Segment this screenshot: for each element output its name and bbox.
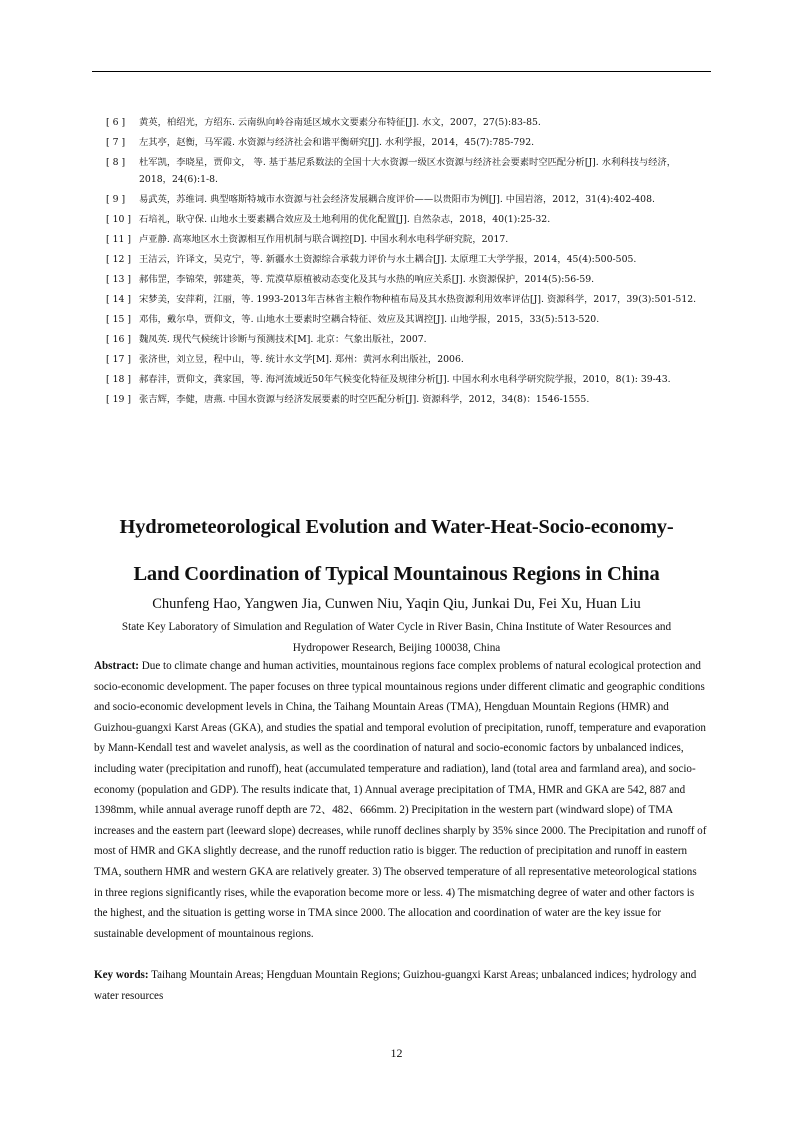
reference-item	[106, 331, 706, 348]
abstract-text: Due to climate change and human activities, mountainous regions face complex problems of natural ecological protection and socio-economic development. The paper focuses on three typical mountainous regions under different climatic and geographic conditions and socio-economic development levels in China, the Taihang Mountain Areas (TMA), Hengduan Mountain Regions (HMR) and Guizhou-guangxi Karst Areas (GKA), and studies the spatial and temporal evolution of precipitation, runoff, temperature and evaporation by Mann-Kendall test and wavelet analysis, as well as the coordination of natural and socio-economic factors by unbalanced indices, including water (precipitation and runoff), heat (accumulated temperature and radiation), land (total area and farmland area), and socio-economy (population and GDP). The results indicate that, 1) Annual average precipitation of TMA, HMR and GKA are 542, 887 and 1398mm, while annual average runoff depth are 72、482、666mm. 2) Precipitation in the western part (windward slope) of TMA increases and the eastern part (leeward slope) decreases, while runoff declines sharply by 35% since 2000. The Precipitation and runoff of most of HMR and GKA slightly decrease, and the runoff reduction ratio is bigger. The reduction of precipitation and runoff in eastern TMA, southern HMR and western GKA are relatively greater. 3) The observed temperature of all representative meteorological stations in three regions significantly rises, while the evaporation become more or less. 4) The mismatching degree of water and other factors is the highest, and the situation is getting worse in TMA since 2000. The allocation and coordination of water are the key issue for sustainable development of mountainous regions.	[94, 660, 707, 940]
reference-item	[106, 154, 706, 188]
reference-item	[106, 251, 706, 268]
reference-item	[106, 351, 706, 368]
reference-number: [ 8 ]	[106, 157, 126, 168]
keywords	[94, 965, 708, 1006]
affiliation	[100, 617, 693, 659]
reference-text: 石培礼，耿守保. 山地水土要素耦合效应及土地利用的优化配置[J]. 自然杂志，2018，40(1):25-32.	[139, 214, 551, 225]
reference-text: 张济世，刘立昱，程中山，等. 统计水文学[M]. 郑州：黄河水利出版社，2006.	[139, 354, 464, 365]
reference-text: 王洁云，许译文，吴克宁，等. 新疆水土资源综合承载力评价与水土耦合[J]. 太原理工大学学报，2014，45(4):500-505.	[139, 254, 637, 265]
reference-text: 卢亚静. 高寒地区水土资源相互作用机制与联合调控[D]. 中国水利水电科学研究院，2017.	[139, 234, 509, 245]
reference-text: 杜军凯，李晓星，贾仰文， 等. 基于基尼系数法的全国十大水资源一级区水资源与经济社会要素时空匹配分析[J]. 水利科技与经济，2018，24(6):1-8.	[139, 157, 677, 185]
reference-number: [ 15 ]	[106, 314, 131, 325]
reference-item	[106, 191, 706, 208]
reference-list	[106, 114, 706, 411]
reference-number: [ 7 ]	[106, 137, 126, 148]
reference-number: [ 9 ]	[106, 194, 126, 205]
paper-title-line-2: Land Coordination of Typical Mountainous Regions in China	[133, 563, 660, 585]
reference-text: 郝春沣，贾仰文，龚家国，等. 海河流域近50年气候变化特征及规律分析[J]. 中国水利水电科学研究院学报，2010，8(1): 39-43.	[139, 374, 671, 385]
reference-number: [ 17 ]	[106, 354, 131, 365]
keywords-label: Key words:	[94, 969, 149, 981]
reference-item	[106, 271, 706, 288]
reference-number: [ 19 ]	[106, 394, 131, 405]
reference-number: [ 18 ]	[106, 374, 131, 385]
reference-text: 易武英，苏维词. 典型喀斯特城市水资源与社会经济发展耦合度评价——以贵阳市为例[J]. 中国岩溶，2012，31(4):402-408.	[139, 194, 655, 205]
reference-number: [ 6 ]	[106, 117, 126, 128]
reference-number: [ 14 ]	[106, 294, 131, 305]
reference-number: [ 13 ]	[106, 274, 131, 285]
affiliation-line-2: Hydropower Research, Beijing 100038, China	[292, 642, 501, 654]
reference-item	[106, 291, 706, 308]
paper-title-line-1: Hydrometeorological Evolution and Water-Heat-Socio-economy-	[119, 516, 674, 538]
keywords-text: Taihang Mountain Areas; Hengduan Mountain Regions; Guizhou-guangxi Karst Areas; unbalanced indices; hydrology and water resources	[94, 969, 697, 1002]
reference-item	[106, 211, 706, 228]
reference-text: 宋梦美，安萍莉，江丽，等. 1993-2013年吉林省主粮作物种植布局及其水热资源利用效率评估[J]. 资源科学，2017，39(3):501-512.	[139, 294, 697, 305]
reference-number: [ 12 ]	[106, 254, 131, 265]
reference-text: 黄英，柏绍光，方绍东. 云南纵向岭谷南延区域水文要素分布特征[J]. 水文，2007，27(5):83-85.	[139, 117, 541, 128]
abstract-label: Abstract:	[94, 660, 139, 672]
reference-text: 左其亭，赵衡，马军霞. 水资源与经济社会和谐平衡研究[J]. 水利学报，2014，45(7):785-792.	[139, 137, 535, 148]
reference-text: 郝伟罡，李锦荣，郭建英，等. 荒漠草原植被动态变化及其与水热的响应关系[J]. 水资源保护，2014(5):56-59.	[139, 274, 595, 285]
reference-number: [ 10 ]	[106, 214, 131, 225]
reference-number: [ 16 ]	[106, 334, 131, 345]
affiliation-line-1: State Key Laboratory of Simulation and Regulation of Water Cycle in River Basin, China Institute of Water Resources and	[121, 621, 672, 633]
reference-item	[106, 231, 706, 248]
abstract	[94, 656, 708, 944]
author-list: Chunfeng Hao, Yangwen Jia, Cunwen Niu, Yaqin Qiu, Junkai Du, Fei Xu, Huan Liu	[152, 596, 641, 612]
reference-number: [ 11 ]	[106, 234, 131, 245]
reference-item	[106, 371, 706, 388]
reference-item	[106, 134, 706, 151]
reference-text: 魏凤英. 现代气候统计诊断与预测技术[M]. 北京：气象出版社，2007.	[139, 334, 427, 345]
reference-item	[106, 114, 706, 131]
reference-text: 张吉辉，李健，唐燕. 中国水资源与经济发展要素的时空匹配分析[J]. 资源科学，2012，34(8)：1546-1555.	[139, 394, 590, 405]
reference-item	[106, 391, 706, 408]
reference-item	[106, 311, 706, 328]
header-rule	[92, 71, 711, 72]
page-number: 12	[390, 1046, 403, 1060]
reference-text: 邓伟，戴尔阜，贾仰文，等. 山地水土要素时空耦合特征、效应及其调控[J]. 山地学报，2015，33(5):513-520.	[139, 314, 600, 325]
